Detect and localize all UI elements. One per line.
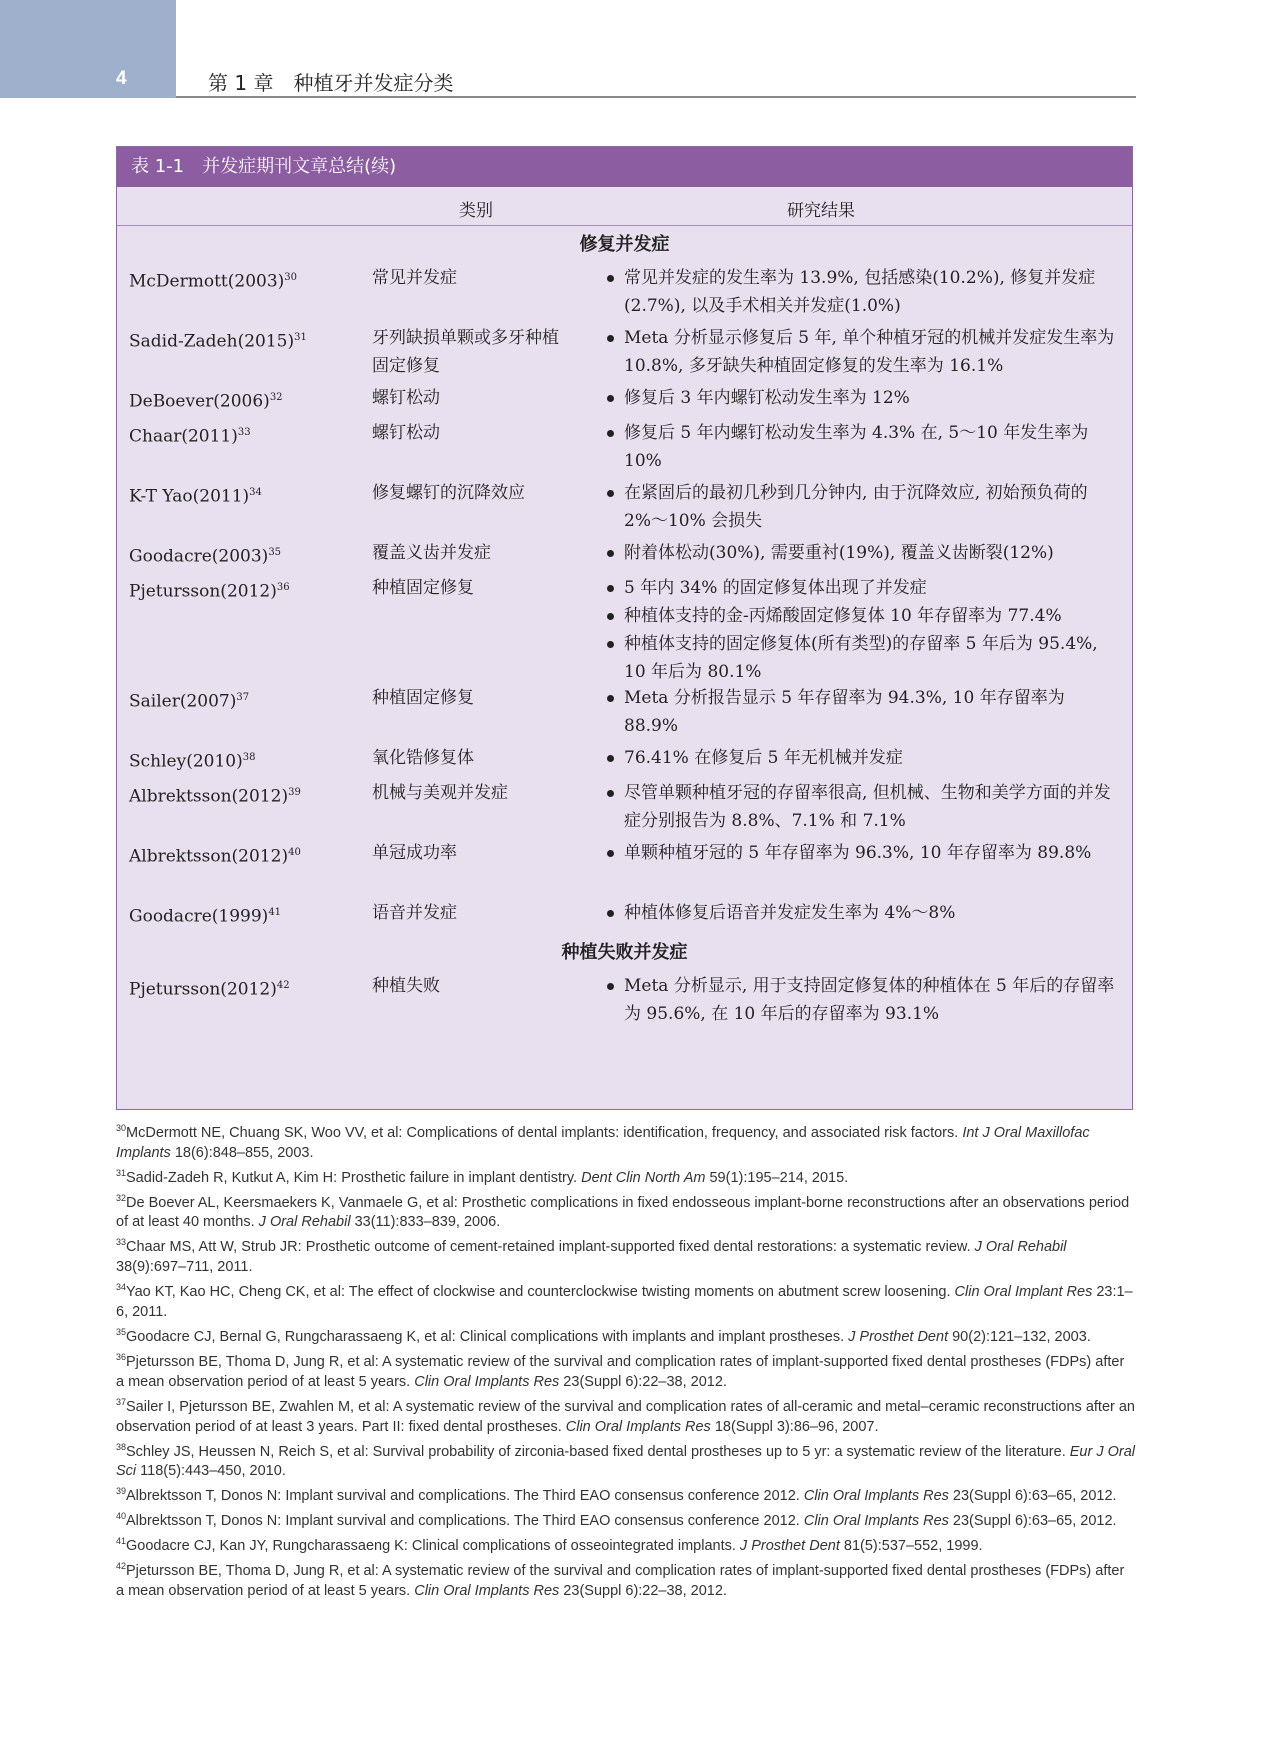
reference-number: 33 (237, 427, 251, 438)
table-row (117, 384, 1132, 419)
author-cell (129, 839, 359, 871)
page-header (0, 0, 1280, 100)
reference-journal: J Prosthet Dent (848, 1328, 949, 1345)
reference-number: 39 (116, 1486, 127, 1497)
author-name: Chaar(2011) (129, 426, 238, 447)
results-cell (604, 779, 1119, 835)
category-cell: 常见并发症 (372, 268, 457, 288)
table-row (117, 264, 1132, 324)
category-cell: 单冠成功率 (372, 843, 457, 863)
results-cell (604, 384, 1119, 412)
results-cell (604, 574, 1119, 686)
author-name: Albrektsson(2012) (129, 786, 289, 807)
result-bullet: 种植体修复后语音并发症发生率为 4%～8% (604, 899, 1119, 927)
reference-journal: Clin Oral Implants Res (414, 1373, 560, 1390)
reference-journal: Eur J Oral Sci (116, 1443, 1136, 1480)
results-cell (604, 539, 1119, 567)
reference-item (116, 1232, 1136, 1277)
section-title: 修复并发症 (579, 234, 670, 255)
reference-number: 37 (116, 1396, 127, 1407)
reference-item (116, 1277, 1136, 1322)
reference-text: Pjetursson BE, Thoma D, Jung R, et al: A systematic review of the survival and complication rates of implant-supported fixed dental prostheses (FDPs) after a mean observation period of at least 5 years. (116, 1562, 1125, 1599)
results-cell (604, 972, 1119, 1028)
reference-text: Yao KT, Kao HC, Cheng CK, et al: The effect of clockwise and counterclockwise twisting moments on abutment screw loosening. (126, 1284, 955, 1301)
author-name: Sadid-Zadeh(2015) (129, 331, 295, 352)
author-name: Pjetursson(2012) (129, 979, 277, 1000)
reference-number: 36 (276, 582, 290, 593)
reference-number: 35 (268, 547, 282, 558)
column-header-results: 研究结果 (787, 201, 855, 221)
reference-text: Chaar MS, Att W, Strub JR: Prosthetic outcome of cement-retained implant-supported fixed dental restorations: a systematic review. (126, 1239, 975, 1256)
reference-number: 31 (294, 332, 307, 343)
table-row (117, 324, 1132, 384)
category-cell: 牙列缺损单颗或多牙种植固定修复 (372, 328, 559, 376)
reference-text: Goodacre CJ, Kan JY, Rungcharassaeng K: Clinical complications of osseointegrated implants. (126, 1537, 740, 1554)
reference-tail: 23(Suppl 6):22–38, 2012. (559, 1582, 727, 1599)
reference-number: 40 (288, 847, 301, 858)
section-title: 种植失败并发症 (561, 942, 688, 963)
reference-tail: 38(9):697–711, 2011. (116, 1259, 253, 1276)
results-cell (604, 744, 1119, 772)
reference-tail: 18(Suppl 3):86–96, 2007. (710, 1418, 879, 1435)
reference-text: Albrektsson T, Donos N: Implant survival and complications. The Third EAO consensus conference 2012. (126, 1513, 804, 1530)
reference-journal: Int J Oral Maxillofac Implants (116, 1124, 1090, 1161)
table-row (117, 574, 1132, 684)
table-row (117, 779, 1132, 839)
header-divider (176, 96, 1136, 98)
reference-item (116, 1322, 1136, 1347)
reference-text: McDermott NE, Chuang SK, Woo VV, et al: Complications of dental implants: identification, frequency, and associated risk factors. (126, 1124, 963, 1141)
result-bullet: 尽管单颗种植牙冠的存留率很高, 但机械、生物和美学方面的并发症分别报告为 8.8%、7.1% 和 7.1% (604, 779, 1119, 835)
reference-number: 40 (116, 1511, 127, 1522)
author-name: Sailer(2007) (129, 691, 237, 712)
reference-item (116, 1163, 1136, 1188)
table-row (117, 419, 1132, 479)
result-bullet: Meta 分析报告显示 5 年存留率为 94.3%, 10 年存留率为 88.9% (604, 684, 1119, 740)
category-cell: 螺钉松动 (372, 388, 440, 408)
author-cell (129, 324, 359, 356)
table-row (117, 684, 1132, 744)
reference-item (116, 1531, 1136, 1556)
reference-number: 42 (276, 980, 290, 991)
category-cell: 种植固定修复 (372, 578, 474, 598)
reference-number: 34 (116, 1282, 127, 1293)
references (116, 1118, 1136, 1601)
results-cell (604, 419, 1119, 475)
reference-tail: 118(5):443–450, 2010. (136, 1463, 286, 1480)
author-name: DeBoever(2006) (129, 391, 270, 412)
result-bullet: Meta 分析显示, 用于支持固定修复体的种植体在 5 年后的存留率为 95.6%, 在 10 年后的存留率为 93.1% (604, 972, 1119, 1028)
author-name: Schley(2010) (129, 751, 243, 772)
reference-journal: Dent Clin North Am (581, 1169, 706, 1186)
result-bullet: 修复后 5 年内螺钉松动发生率为 4.3% 在, 5～10 年发生率为 10% (604, 419, 1119, 475)
reference-tail: 23(Suppl 6):22–38, 2012. (559, 1373, 727, 1390)
reference-number: 41 (268, 907, 282, 918)
reference-item (116, 1188, 1136, 1233)
reference-number: 42 (116, 1560, 127, 1571)
table-title: 表 1-1 并发症期刊文章总结(续) (117, 147, 1132, 187)
category-cell: 氧化锆修复体 (372, 748, 474, 768)
table-column-header (117, 187, 1132, 226)
author-cell (129, 744, 359, 776)
reference-journal: J Oral Rehabil (258, 1214, 351, 1231)
reference-journal: J Oral Rehabil (974, 1239, 1067, 1256)
table-row (117, 839, 1132, 899)
result-bullet: 单颗种植牙冠的 5 年存留率为 96.3%, 10 年存留率为 89.8% (604, 839, 1119, 867)
table-row (117, 899, 1132, 934)
results-cell (604, 839, 1119, 867)
result-bullet: 在紧固后的最初几秒到几分钟内, 由于沉降效应, 初始预负荷的 2%～10% 会损失 (604, 479, 1119, 535)
reference-item (116, 1506, 1136, 1531)
reference-text: Goodacre CJ, Bernal G, Rungcharassaeng K, et al: Clinical complications with implants and implant prostheses. (126, 1328, 849, 1345)
page-number: 4 (116, 68, 127, 89)
table-row (117, 479, 1132, 539)
reference-number: 37 (236, 692, 250, 703)
reference-tail: 23:1–6, 2011. (116, 1284, 1133, 1321)
reference-journal: Clin Oral Implants Res (803, 1513, 949, 1530)
reference-number: 30 (116, 1123, 127, 1133)
author-name: Albrektsson(2012) (129, 846, 289, 867)
category-cell: 种植失败 (372, 976, 440, 996)
reference-text: Albrektsson T, Donos N: Implant survival and complications. The Third EAO consensus conference 2012. (126, 1488, 804, 1505)
reference-number: 30 (284, 272, 298, 283)
result-bullet: 种植体支持的固定修复体(所有类型)的存留率 5 年后为 95.4%, 10 年后为 80.1% (604, 630, 1119, 686)
reference-journal: Clin Oral Implants Res (565, 1418, 711, 1435)
table-row (117, 539, 1132, 574)
reference-number: 39 (288, 787, 301, 798)
result-bullet: 种植体支持的金-丙烯酸固定修复体 10 年存留率为 77.4% (604, 602, 1119, 630)
author-cell (129, 574, 359, 606)
page-number-block (0, 0, 176, 98)
reference-number: 31 (116, 1167, 127, 1178)
author-cell (129, 419, 359, 451)
reference-text: Sadid-Zadeh R, Kutkut A, Kim H: Prosthetic failure in implant dentistry. (126, 1169, 582, 1186)
reference-journal: J Prosthet Dent (739, 1537, 840, 1554)
category-cell: 语音并发症 (372, 903, 457, 923)
reference-tail: 23(Suppl 6):63–65, 2012. (948, 1513, 1117, 1530)
author-cell (129, 899, 359, 931)
reference-item (116, 1392, 1136, 1437)
reference-item (116, 1481, 1136, 1506)
author-cell (129, 779, 359, 811)
result-bullet: 5 年内 34% 的固定修复体出现了并发症 (604, 574, 1119, 602)
author-name: K-T Yao(2011) (129, 486, 250, 507)
reference-number: 36 (116, 1351, 127, 1362)
reference-journal: Clin Oral Implants Res (803, 1488, 949, 1505)
reference-number: 38 (242, 752, 256, 763)
author-name: Goodacre(2003) (129, 546, 269, 567)
results-cell (604, 264, 1119, 320)
reference-tail: 59(1):195–214, 2015. (705, 1169, 849, 1186)
reference-item (116, 1437, 1136, 1482)
reference-tail: 33(11):833–839, 2006. (350, 1214, 501, 1231)
reference-number: 35 (116, 1327, 127, 1338)
author-name: McDermott(2003) (129, 271, 285, 292)
table-row (117, 972, 1132, 1032)
reference-number: 32 (116, 1192, 127, 1203)
category-cell: 种植固定修复 (372, 688, 474, 708)
reference-text: De Boever AL, Keersmaekers K, Vanmaele G, et al: Prosthetic complications in fixed endosseous implant-borne reconstructions after an observations period of at least 40 months. (116, 1194, 1130, 1231)
reference-tail: 81(5):537–552, 1999. (839, 1537, 983, 1554)
reference-text: Pjetursson BE, Thoma D, Jung R, et al: A systematic review of the survival and complication rates of implant-supported fixed dental prostheses (FDPs) after a mean observation period of at least 5 years. (116, 1353, 1125, 1390)
reference-item (116, 1556, 1136, 1601)
author-cell (129, 384, 359, 416)
reference-text: Sailer I, Pjetursson BE, Zwahlen M, et al: A systematic review of the survival and complication rates of all-ceramic and metal–ceramic reconstructions after an observation period of at least 3 years. Part II: fixed dental prostheses. (116, 1398, 1135, 1435)
reference-item (116, 1347, 1136, 1392)
result-bullet: Meta 分析显示修复后 5 年, 单个种植牙冠的机械并发症发生率为 10.8%, 多牙缺失种植固定修复的发生率为 16.1% (604, 324, 1119, 380)
reference-number: 34 (249, 487, 262, 498)
author-name: Goodacre(1999) (129, 906, 269, 927)
results-cell (604, 324, 1119, 380)
author-name: Pjetursson(2012) (129, 581, 277, 602)
category-cell: 覆盖义齿并发症 (372, 543, 491, 563)
result-bullet: 修复后 3 年内螺钉松动发生率为 12% (604, 384, 1119, 412)
category-cell: 螺钉松动 (372, 423, 440, 443)
result-bullet: 常见并发症的发生率为 13.9%, 包括感染(10.2%), 修复并发症(2.7%), 以及手术相关并发症(1.0%) (604, 264, 1119, 320)
complications-table (116, 146, 1133, 1110)
reference-number: 41 (116, 1536, 127, 1547)
result-bullet: 附着体松动(30%), 需要重衬(19%), 覆盖义齿断裂(12%) (604, 539, 1119, 567)
results-cell (604, 899, 1119, 927)
table-row (117, 744, 1132, 779)
results-cell (604, 684, 1119, 740)
reference-tail: 23(Suppl 6):63–65, 2012. (948, 1488, 1117, 1505)
results-cell (604, 479, 1119, 535)
author-cell (129, 539, 359, 571)
reference-journal: Clin Oral Implant Res (954, 1284, 1093, 1301)
table-body (117, 226, 1132, 1032)
category-cell: 机械与美观并发症 (372, 783, 508, 803)
reference-tail: 18(6):848–855, 2003. (170, 1144, 314, 1161)
reference-item (116, 1118, 1136, 1163)
reference-number: 38 (116, 1441, 127, 1452)
reference-tail: 90(2):121–132, 2003. (948, 1328, 1091, 1345)
result-bullet: 76.41% 在修复后 5 年无机械并发症 (604, 744, 1119, 772)
author-cell (129, 972, 359, 1004)
reference-number: 32 (269, 392, 283, 403)
column-header-category: 类别 (459, 201, 493, 221)
author-cell (129, 684, 359, 716)
chapter-title: 第 1 章 种植牙并发症分类 (208, 71, 454, 95)
author-cell (129, 479, 359, 511)
reference-number: 33 (116, 1237, 127, 1248)
author-cell (129, 264, 359, 296)
reference-text: Schley JS, Heussen N, Reich S, et al: Survival probability of zirconia-based fixed dental prostheses up to 5 yr: a systematic review of the literature. (126, 1443, 1070, 1460)
reference-journal: Clin Oral Implants Res (414, 1582, 560, 1599)
category-cell: 修复螺钉的沉降效应 (372, 483, 525, 503)
